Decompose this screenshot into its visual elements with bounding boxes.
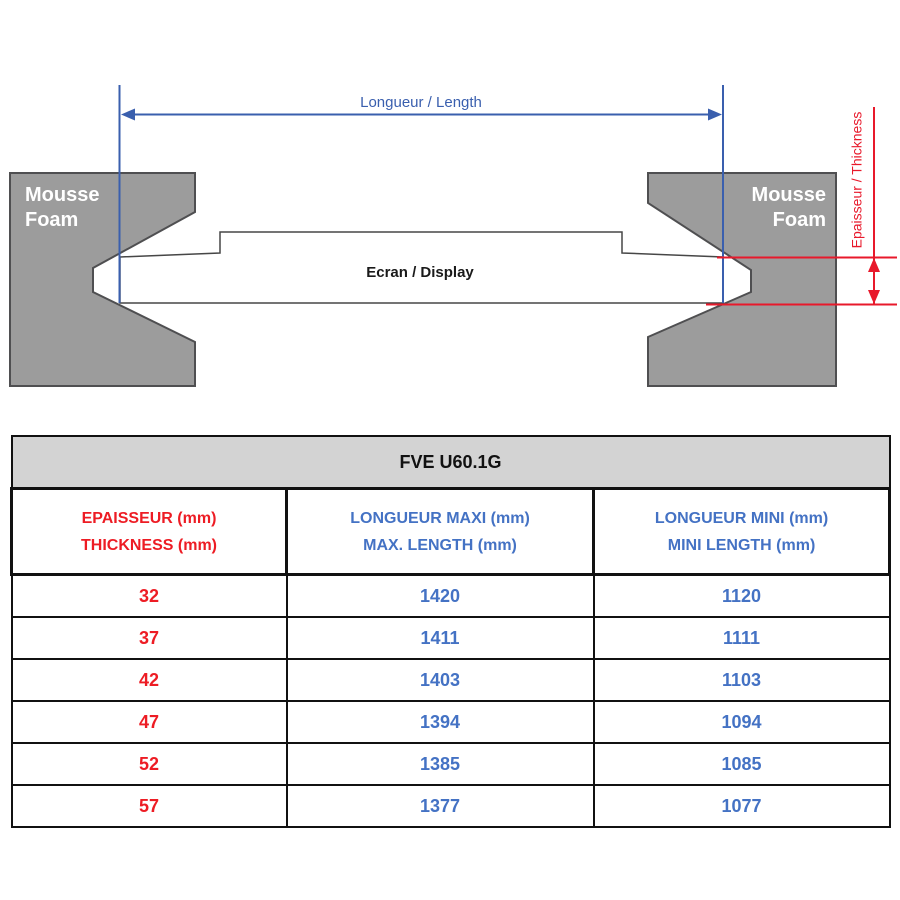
table-row: [12, 659, 890, 701]
cell-thickness: 57: [12, 785, 287, 827]
length-label: Longueur / Length: [360, 94, 482, 111]
table-row: [12, 743, 890, 785]
foam-left-label-line2: Foam: [25, 209, 79, 231]
spec-table: [10, 435, 891, 828]
header-length-max-line2: MAX. LENGTH (mm): [363, 536, 517, 554]
cell-length-min: 1077: [594, 785, 890, 827]
packaging-diagram: [0, 0, 900, 430]
header-length-min-line2: MINI LENGTH (mm): [667, 536, 816, 554]
cell-length-max: 1403: [287, 659, 594, 701]
cell-length-max: 1420: [287, 575, 594, 618]
cell-length-max: 1411: [287, 617, 594, 659]
header-thickness: [12, 489, 287, 575]
cell-length-max: 1394: [287, 701, 594, 743]
header-length-max: [287, 489, 594, 575]
thickness-arrowhead-down-icon: [868, 290, 880, 304]
header-thickness-line1: EPAISSEUR (mm): [81, 509, 217, 527]
thickness-arrowhead-up-icon: [868, 258, 880, 272]
header-length-max-line1: LONGUEUR MAXI (mm): [350, 509, 530, 527]
cell-thickness: 42: [12, 659, 287, 701]
cell-length-min: 1085: [594, 743, 890, 785]
display-label: Ecran / Display: [366, 264, 474, 281]
header-thickness-line2: THICKNESS (mm): [80, 536, 217, 554]
table-row: [12, 575, 890, 618]
cell-length-min: 1111: [594, 617, 890, 659]
cell-thickness: 52: [12, 743, 287, 785]
foam-left-label-line1: Mousse: [25, 184, 100, 206]
cell-thickness: 37: [12, 617, 287, 659]
table-row: [12, 785, 890, 827]
table-title-row: [12, 436, 890, 489]
table-row: [12, 701, 890, 743]
cell-thickness: 47: [12, 701, 287, 743]
cell-length-min: 1120: [594, 575, 890, 618]
cell-thickness: 32: [12, 575, 287, 618]
table-row: [12, 617, 890, 659]
cell-length-max: 1377: [287, 785, 594, 827]
foam-right-label-line2: Foam: [772, 209, 826, 231]
thickness-label: Epaisseur / Thickness: [848, 111, 865, 249]
cell-length-min: 1103: [594, 659, 890, 701]
table-title: FVE U60.1G: [12, 436, 890, 489]
table-header-row: [12, 489, 890, 575]
header-length-min-line1: LONGUEUR MINI (mm): [654, 509, 829, 527]
cell-length-min: 1094: [594, 701, 890, 743]
cell-length-max: 1385: [287, 743, 594, 785]
header-length-min: [594, 489, 890, 575]
length-arrowhead-right-icon: [708, 109, 722, 121]
length-arrowhead-left-icon: [121, 109, 135, 121]
foam-right-label-line1: Mousse: [751, 184, 826, 206]
